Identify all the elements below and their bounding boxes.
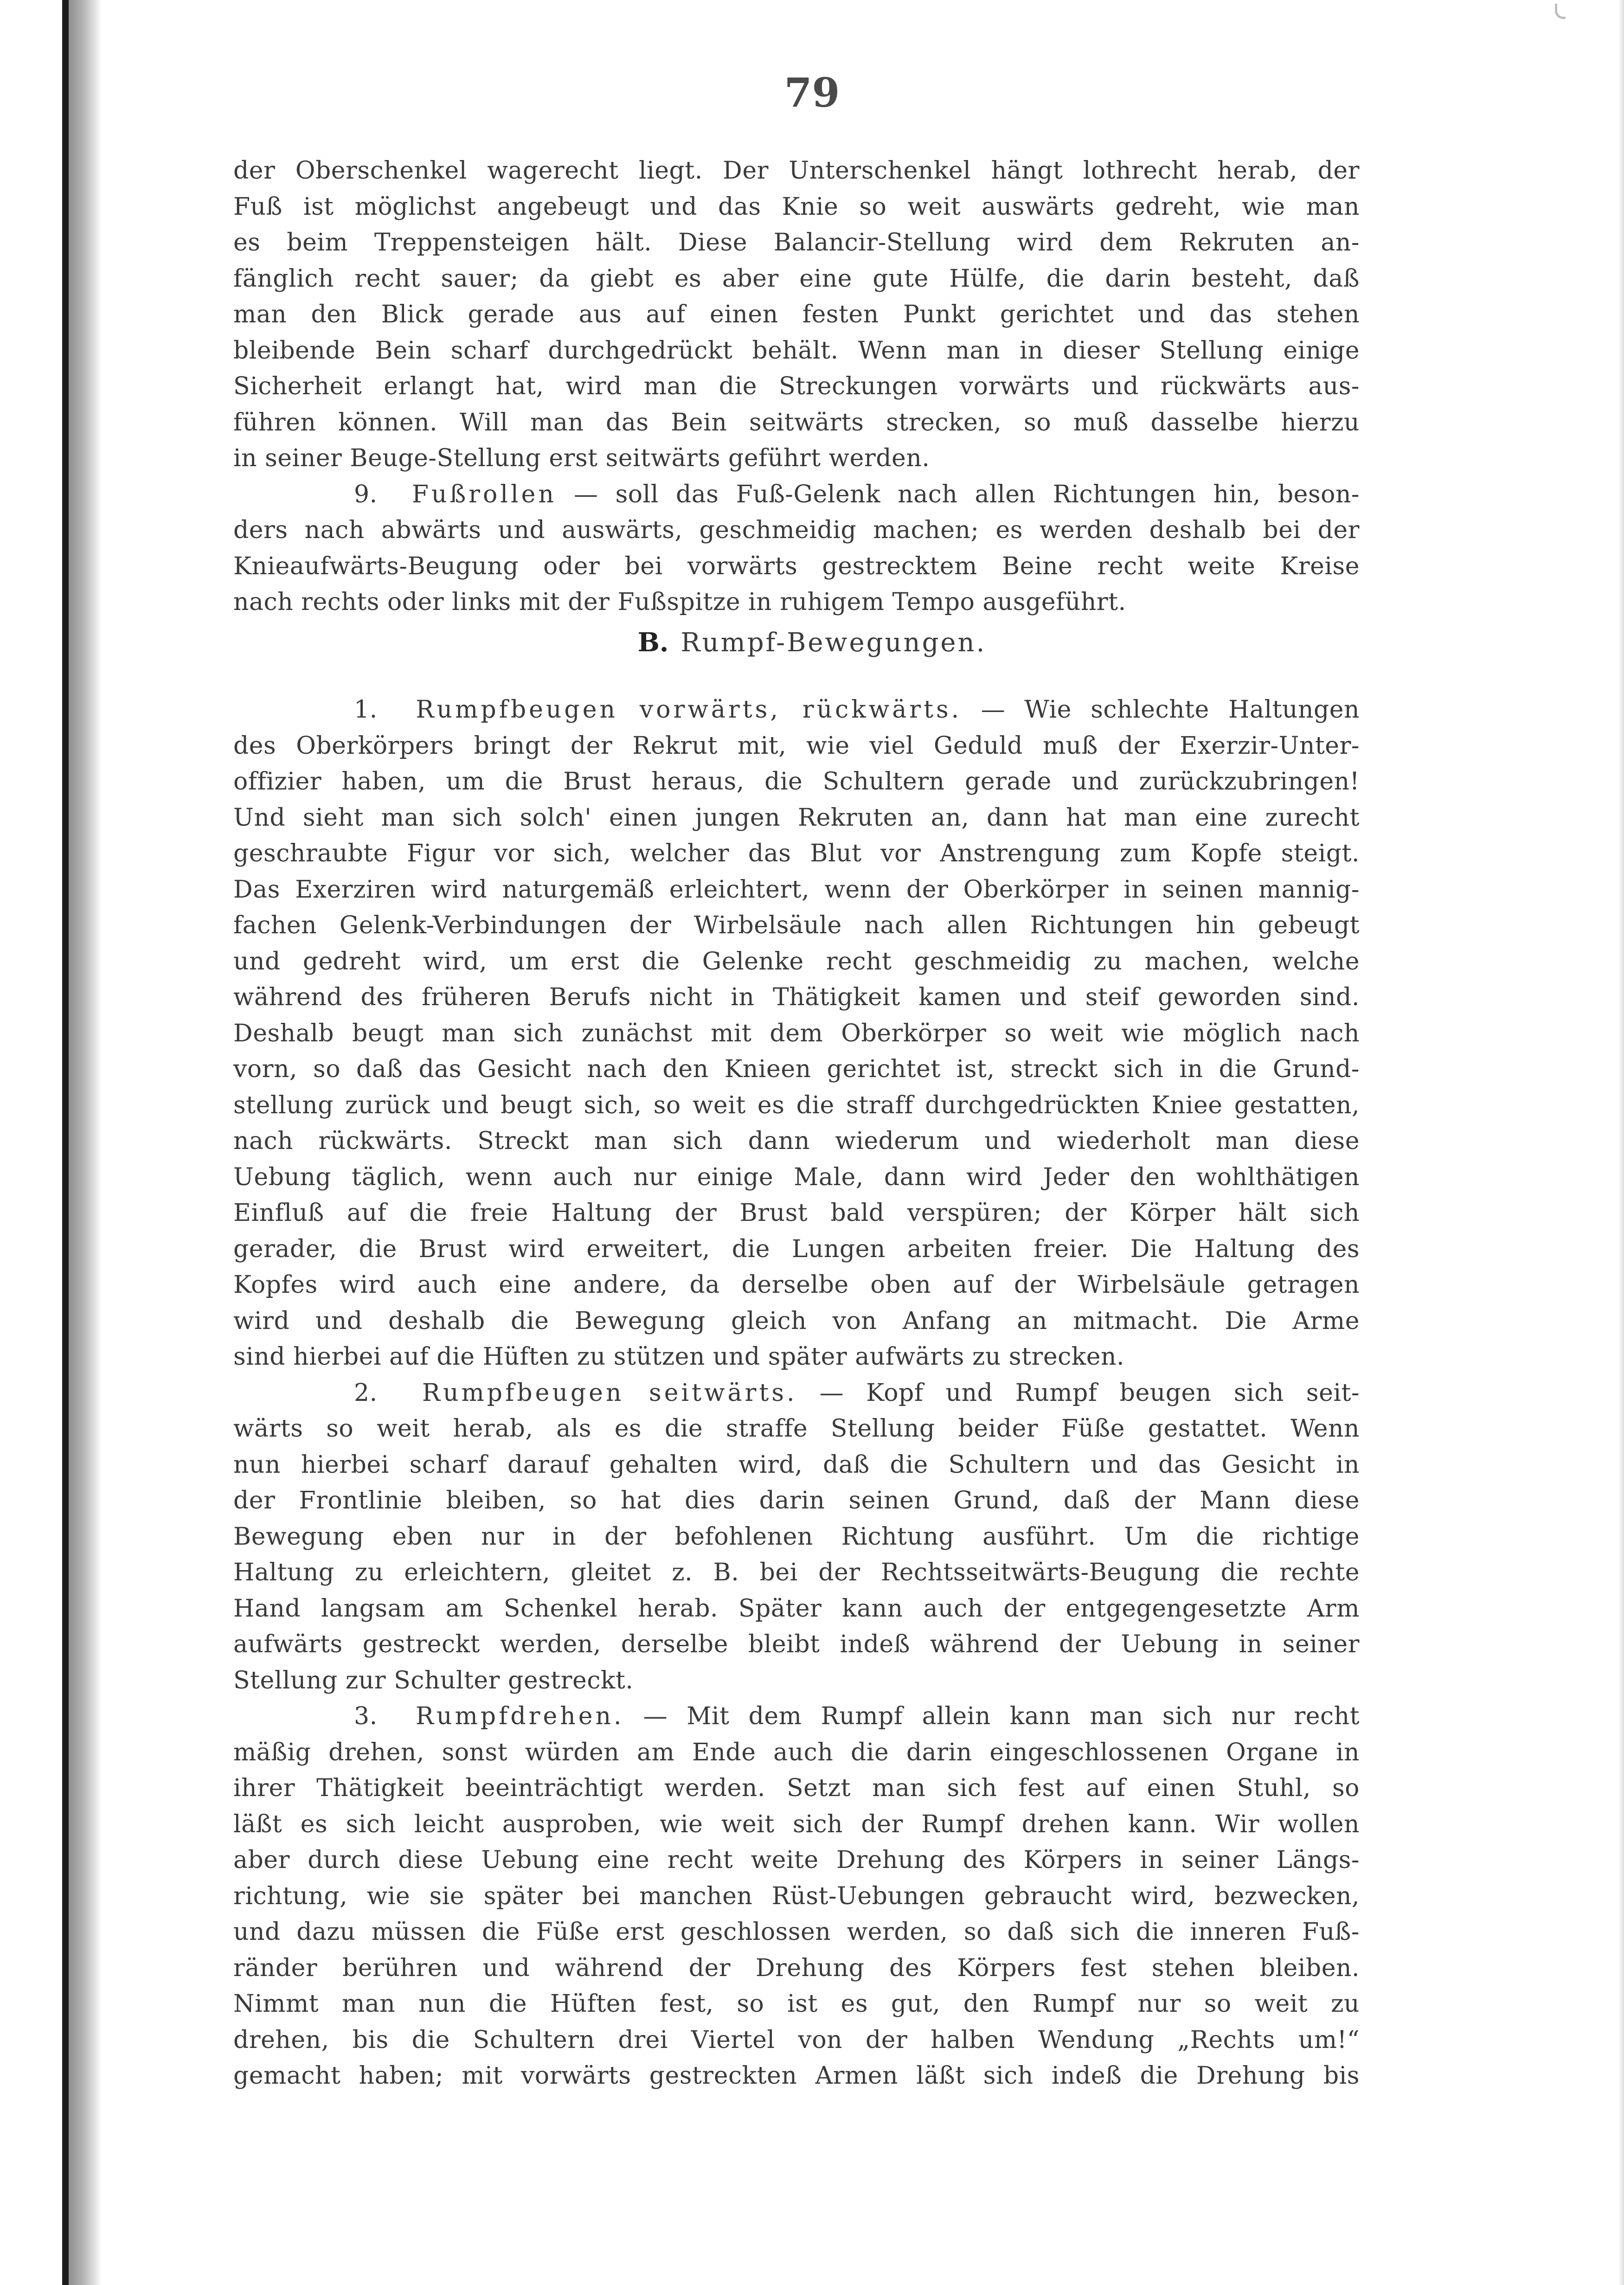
item-title: Rumpfbeugen vorwärts, rückwärts.	[416, 696, 962, 724]
item-9-first-line	[233, 477, 1360, 513]
text-line: nun hierbei scharf darauf gehalten wird, daß die Schultern und das Gesicht in	[233, 1451, 1360, 1479]
text-line: während des früheren Berufs nicht in Thätigkeit kamen und steif geworden sind.	[233, 983, 1360, 1011]
text-line: drehen, bis die Schultern drei Viertel von der halben Wendung „Rechts um!“	[233, 2026, 1360, 2054]
text-line: und gedreht wird, um erst die Gelenke recht geschmeidig zu machen, welche	[233, 947, 1360, 976]
item-title: Fußrollen	[411, 480, 557, 508]
text-line: Deshalb beugt man sich zunächst mit dem Oberkörper so weit wie möglich nach	[233, 1019, 1360, 1047]
item-number: 1.	[354, 696, 378, 724]
text-line: Knieaufwärts-Beugung oder bei vorwärts gestrecktem Beine recht weite Kreise	[233, 552, 1360, 580]
text-line: Hand langsam am Schenkel herab. Später kann auch der entgegengesetzte Arm	[233, 1594, 1360, 1623]
item-2-first-line	[233, 1375, 1360, 1412]
item-text: — Kopf und Rumpf beugen sich seit-	[819, 1379, 1360, 1407]
item-text: — Wie schlechte Haltungen	[981, 696, 1360, 724]
text-line: Haltung zu erleichtern, gleitet z. B. bei der Rechtsseitwärts-Beugung die rechte	[233, 1559, 1360, 1586]
text-line: Uebung täglich, wenn auch nur einige Male, dann wird Jeder den wohlthätigen	[233, 1163, 1360, 1191]
item-text: — soll das Fuß-Gelenk nach allen Richtungen hin, beson-	[574, 480, 1360, 508]
text-line: gerader, die Brust wird erweitert, die Lungen arbeiten freier. Die Haltung des	[233, 1235, 1360, 1263]
text-line: der Oberschenkel wagerecht liegt. Der Unterschenkel hängt lothrecht herab, der	[233, 157, 1360, 185]
text-line: sind hierbei auf die Hüften zu stützen und später aufwärts zu strecken.	[233, 1343, 1125, 1371]
text-line: fachen Gelenk-Verbindungen der Wirbelsäule nach allen Richtungen hin gebeugt	[233, 911, 1360, 939]
text-line: Fuß ist möglichst angebeugt und das Knie so weit auswärts gedreht, wie man	[233, 193, 1360, 221]
text-line: geschraubte Figur vor sich, welcher das Blut vor Anstrengung zum Kopfe steigt.	[233, 840, 1360, 867]
text-line: wärts so weit herab, als es die straffe Stellung beider Füße gestattet. Wenn	[233, 1415, 1360, 1443]
text-line: Stellung zur Schulter gestreckt.	[233, 1666, 634, 1694]
text-line: wird und deshalb die Bewegung gleich von Anfang an mitmacht. Die Arme	[233, 1307, 1360, 1335]
text-line: aber durch diese Uebung eine recht weite Drehung des Körpers in seiner Längs-	[233, 1846, 1360, 1874]
gutter-shadow	[69, 0, 101, 2285]
item-number: 2.	[354, 1379, 378, 1407]
page-right-edge	[1618, 0, 1624, 2285]
text-line: Kopfes wird auch eine andere, da derselbe oben auf der Wirbelsäule getragen	[233, 1271, 1360, 1299]
book-spine-edge	[62, 0, 69, 2285]
text-line: Und sieht man sich solch' einen jungen Rekruten an, dann hat man eine zurecht	[233, 803, 1360, 832]
text-line: man den Blick gerade aus auf einen festen Punkt gerichtet und das stehen	[233, 301, 1360, 328]
text-line: fänglich recht sauer; da giebt es aber eine gute Hülfe, die darin besteht, daß	[233, 264, 1360, 293]
item-3-first-line	[233, 1699, 1360, 1735]
text-line: ränder berühren und während der Drehung des Körpers fest stehen bleiben.	[233, 1954, 1360, 1982]
item-number: 3.	[354, 1702, 378, 1730]
text-line: Einfluß auf die freie Haltung der Brust bald verspüren; der Körper hält sich	[233, 1199, 1360, 1227]
text-line: und dazu müssen die Füße erst geschlossen werden, so daß sich die inneren Fuß-	[233, 1918, 1360, 1946]
text-line: Nimmt man nun die Hüften fest, so ist es gut, den Rumpf nur so weit zu	[233, 1990, 1360, 2018]
page-number: 79	[784, 70, 840, 116]
text-line: der Frontlinie bleiben, so hat dies darin seinen Grund, daß der Mann diese	[233, 1487, 1360, 1515]
text-line: stellung zurück und beugt sich, so weit es die straff durchgedrückten Kniee gestatten,	[233, 1091, 1360, 1119]
text-line: aufwärts gestreckt werden, derselbe bleibt indeß während der Uebung in seiner	[233, 1630, 1360, 1658]
text-line: Das Exerziren wird naturgemäß erleichtert, wenn der Oberkörper in seinen mannig-	[233, 875, 1360, 904]
text-line: gemacht haben; mit vorwärts gestreckten Armen läßt sich indeß die Drehung bis	[233, 2062, 1360, 2090]
text-block-top	[233, 153, 1360, 621]
item-text: — Mit dem Rumpf allein kann man sich nur recht	[643, 1702, 1360, 1730]
text-line: Sicherheit erlangt hat, wird man die Streckungen vorwärts und rückwärts aus-	[233, 372, 1360, 400]
item-1-first-line	[233, 692, 1360, 728]
text-line: des Oberkörpers bringt der Rekrut mit, wie viel Geduld muß der Exerzir-Unter-	[233, 732, 1360, 760]
section-heading	[0, 627, 1624, 658]
text-line: ders nach abwärts und auswärts, geschmeidig machen; es werden deshalb bei der	[233, 516, 1360, 544]
text-line: richtung, wie sie später bei manchen Rüst-Uebungen gebraucht wird, bezwecken,	[233, 1882, 1360, 1910]
text-line: nach rückwärts. Streckt man sich dann wiederum und wiederholt man diese	[233, 1127, 1360, 1155]
section-title: Rumpf-Bewegungen.	[680, 628, 987, 658]
text-line: nach rechts oder links mit der Fußspitze in ruhigem Tempo ausgeführt.	[233, 588, 1126, 616]
text-line: bleibende Bein scharf durchgedrückt behält. Wenn man in dieser Stellung einige	[233, 336, 1360, 365]
scan-mark	[1555, 4, 1566, 19]
text-line: führen können. Will man das Bein seitwärts strecken, so muß dasselbe hierzu	[233, 408, 1360, 436]
text-line: Bewegung eben nur in der befohlenen Richtung ausführt. Um die richtige	[233, 1522, 1360, 1551]
text-line: offizier haben, um die Brust heraus, die Schultern gerade und zurückzubringen!	[233, 768, 1360, 796]
item-title: Rumpfbeugen seitwärts.	[422, 1379, 797, 1407]
text-line: es beim Treppensteigen hält. Diese Balancir-Stellung wird dem Rekruten an-	[233, 229, 1360, 257]
section-letter: B.	[637, 627, 669, 658]
text-line: vorn, so daß das Gesicht nach den Knieen gerichtet ist, streckt sich in die Grund-	[233, 1055, 1360, 1083]
item-number: 9.	[354, 480, 378, 508]
text-block-main	[233, 692, 1360, 2094]
text-line: in seiner Beuge-Stellung erst seitwärts geführt werden.	[233, 444, 930, 472]
text-line: ihrer Thätigkeit beeinträchtigt werden. Setzt man sich fest auf einen Stuhl, so	[233, 1774, 1360, 1802]
item-title: Rumpfdrehen.	[415, 1702, 624, 1730]
text-line: läßt es sich leicht ausproben, wie weit sich der Rumpf drehen kann. Wir wollen	[233, 1810, 1360, 1838]
text-line: mäßig drehen, sonst würden am Ende auch die darin eingeschlossenen Organe in	[233, 1738, 1360, 1766]
